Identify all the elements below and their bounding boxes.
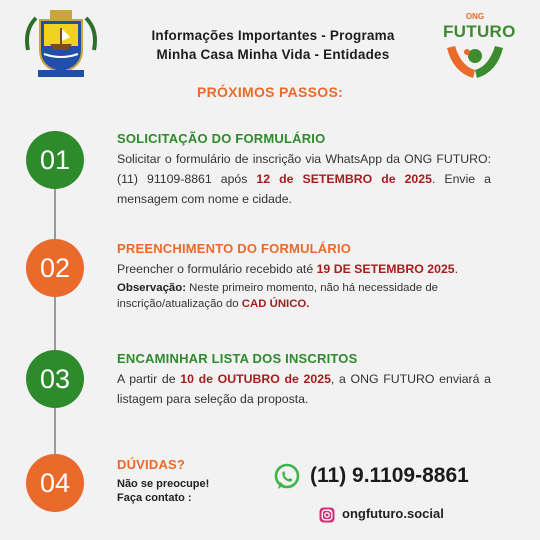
observation-note — [117, 280, 491, 312]
step-description — [117, 369, 491, 409]
step-description — [117, 259, 491, 279]
city-crest-icon — [22, 10, 100, 78]
highlighted-date: 19 DE SETEMBRO 2025 — [316, 262, 455, 276]
step-1 — [117, 131, 491, 209]
text-part: Preencher o formulário recebido até — [117, 262, 317, 276]
step-number-badge: 04 — [26, 454, 84, 512]
page-title — [128, 26, 418, 64]
step-title: DÚVIDAS? — [117, 457, 186, 472]
step-title: PREENCHIMENTO DO FORMULÁRIO — [117, 241, 352, 256]
title-line-1: Informações Importantes - Programa — [151, 28, 395, 43]
section-title: PRÓXIMOS PASSOS: — [196, 84, 344, 100]
step-title: SOLICITAÇÃO DO FORMULÁRIO — [117, 131, 326, 146]
contact-invite — [117, 477, 267, 505]
step-title: ENCAMINHAR LISTA DOS INSCRITOS — [117, 351, 358, 366]
text-part: A partir de — [117, 372, 181, 386]
logo-ong-text: ONG — [465, 12, 485, 21]
logo-futuro-text: FUTURO — [443, 22, 516, 41]
contact-line-1: Não se preocupe! — [117, 478, 210, 490]
highlighted-date: 10 de OUTUBRO de 2025 — [180, 372, 331, 386]
hands-icon — [445, 42, 505, 82]
text-part: . — [454, 262, 459, 276]
step-number-badge: 03 — [26, 350, 84, 408]
phone-number[interactable]: (11) 9.1109-8861 — [310, 464, 469, 487]
highlighted-date: 12 de SETEMBRO de 2025 — [256, 172, 432, 186]
text-part: , a ONG FUTURO enviará a listagem para seleção da proposta. — [117, 372, 492, 406]
text-part: Solicitar o formulário de inscrição via WhatsApp da ONG FUTURO: (11) 91109-8861 após — [117, 152, 491, 186]
timeline-line — [54, 160, 56, 480]
observation-label: Observação: — [117, 282, 187, 294]
step-number-badge: 01 — [26, 131, 84, 189]
highlighted-cad-unico: CAD ÚNICO. — [241, 298, 310, 310]
step-3 — [117, 351, 491, 409]
whatsapp-icon[interactable] — [273, 463, 301, 491]
instagram-handle[interactable]: ongfuturo.social — [342, 506, 444, 521]
step-description — [117, 149, 491, 209]
ong-futuro-logo — [443, 10, 516, 82]
contact-line-2: Faça contato : — [117, 492, 192, 504]
step-2 — [117, 241, 491, 312]
header — [0, 0, 540, 90]
instagram-icon[interactable] — [319, 507, 335, 523]
title-line-2: Minha Casa Minha Vida - Entidades — [156, 47, 390, 62]
step-4 — [117, 457, 267, 505]
observation-text: Neste primeiro momento, não há necessidade de inscrição/atualização do — [117, 282, 439, 310]
text-part: . Envie a mensagem com nome e cidade. — [117, 172, 491, 206]
step-number-badge: 02 — [26, 239, 84, 297]
